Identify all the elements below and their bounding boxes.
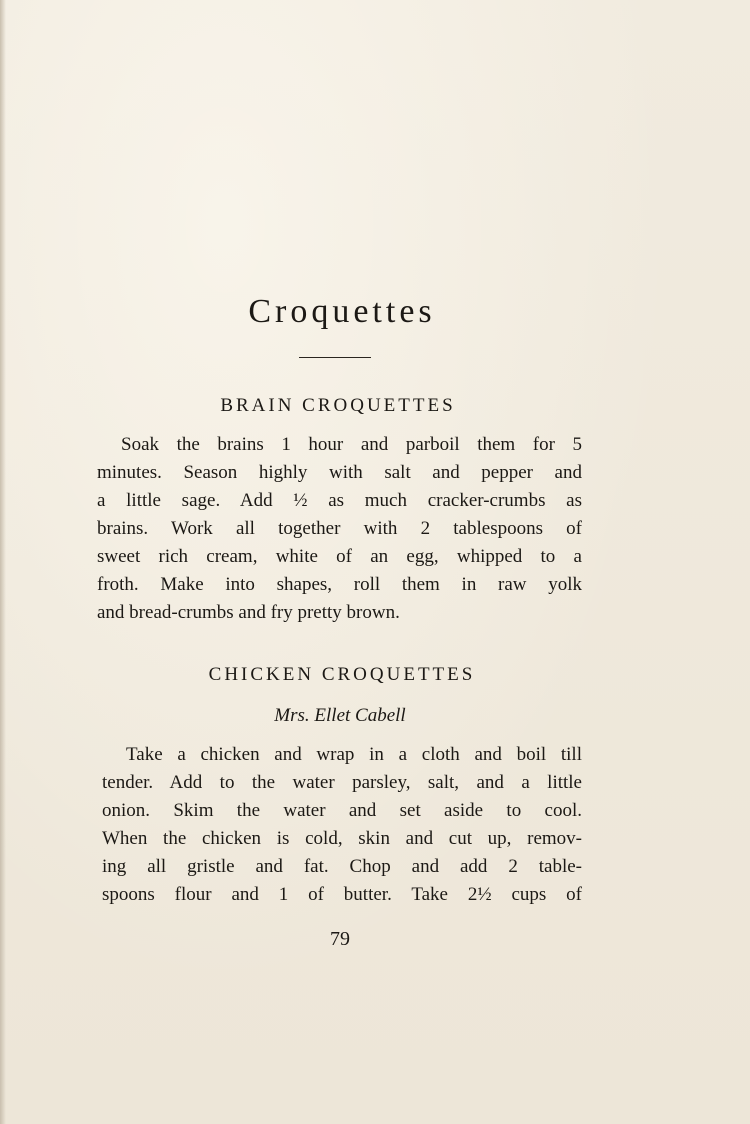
text-line: Soak the brains 1 hour and parboil them for 5	[121, 434, 582, 455]
recipe-text-chicken-croquettes	[102, 741, 582, 909]
text-line: froth. Make into shapes, roll them in raw yolk	[97, 574, 582, 595]
page-number: 79	[330, 928, 350, 950]
text-line: a little sage. Add ½ as much cracker-crumbs as	[97, 490, 582, 511]
text-line: brains. Work all together with 2 tablespoons of	[97, 518, 582, 539]
page-binding-edge	[0, 0, 6, 1124]
section-heading-chicken-croquettes: CHICKEN CROQUETTES	[208, 664, 476, 685]
title-divider	[299, 357, 371, 358]
text-line: When the chicken is cold, skin and cut up, remov-	[102, 828, 582, 849]
text-line: ing all gristle and fat. Chop and add 2 table-	[102, 856, 582, 877]
recipe-text-brain-croquettes	[97, 431, 582, 627]
text-line: minutes. Season highly with salt and pepper and	[97, 462, 582, 483]
text-line: sweet rich cream, white of an egg, whipped to a	[97, 546, 582, 567]
chapter-title: Croquettes	[248, 293, 436, 330]
recipe-attribution: Mrs. Ellet Cabell	[274, 705, 406, 726]
text-line: Take a chicken and wrap in a cloth and boil till	[126, 744, 582, 765]
text-line: spoons flour and 1 of butter. Take 2½ cups of	[102, 884, 582, 905]
text-line: onion. Skim the water and set aside to cool.	[102, 800, 582, 821]
text-line: tender. Add to the water parsley, salt, and a little	[102, 772, 582, 793]
text-line: and bread-crumbs and fry pretty brown.	[97, 602, 400, 623]
section-heading-brain-croquettes: BRAIN CROQUETTES	[220, 395, 456, 416]
